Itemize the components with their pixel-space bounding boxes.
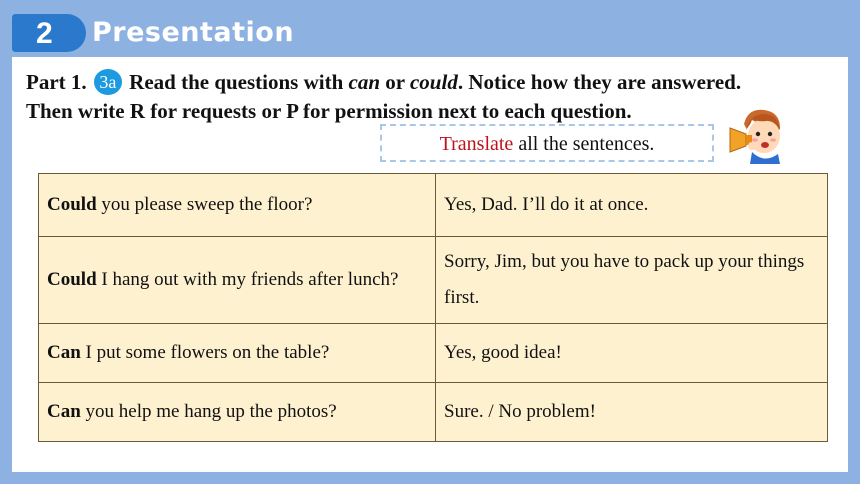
question-text: I put some flowers on the table? bbox=[80, 342, 330, 363]
keyword-can: can bbox=[348, 70, 381, 94]
translate-rest: all the sentences. bbox=[513, 133, 655, 155]
answer-cell: Yes, Dad. I’ll do it at once. bbox=[436, 174, 828, 237]
table-row bbox=[39, 324, 828, 383]
answer-cell: Yes, good idea! bbox=[436, 324, 828, 383]
modal-verb: Could bbox=[47, 269, 97, 290]
instruction-before-can: Read the questions with bbox=[129, 70, 344, 94]
instruction-after-could: . Notice how they are answered. bbox=[457, 70, 742, 94]
modal-verb: Could bbox=[47, 194, 97, 215]
question-text: you please sweep the floor? bbox=[96, 194, 313, 215]
modal-verb: Can bbox=[47, 342, 81, 363]
activity-badge: 3a bbox=[94, 69, 122, 95]
answer-cell: Sorry, Jim, but you have to pack up your things first. bbox=[436, 237, 828, 324]
question-cell bbox=[39, 324, 436, 383]
part-label: Part 1. bbox=[26, 70, 87, 94]
section-number: 2 bbox=[36, 17, 53, 50]
question-cell bbox=[39, 237, 436, 324]
translate-keyword: Translate bbox=[439, 133, 514, 155]
section-title: Presentation bbox=[92, 17, 295, 48]
table-row bbox=[39, 174, 828, 237]
question-cell bbox=[39, 383, 436, 442]
boy-with-megaphone-icon bbox=[728, 106, 788, 164]
keyword-could: could bbox=[409, 70, 458, 94]
question-text: I hang out with my friends after lunch? bbox=[96, 269, 399, 290]
table-row bbox=[39, 383, 828, 442]
questions-answers-table bbox=[38, 173, 828, 442]
instruction-line-2: Then write R for requests or P for permission next to each question. bbox=[26, 99, 632, 123]
question-cell bbox=[39, 174, 436, 237]
translate-note-box bbox=[380, 124, 714, 162]
instruction-text bbox=[26, 68, 836, 126]
instruction-or: or bbox=[385, 70, 405, 94]
modal-verb: Can bbox=[47, 401, 81, 422]
question-text: you help me hang up the photos? bbox=[80, 401, 337, 422]
table-row bbox=[39, 237, 828, 324]
answer-cell: Sure. / No problem! bbox=[436, 383, 828, 442]
